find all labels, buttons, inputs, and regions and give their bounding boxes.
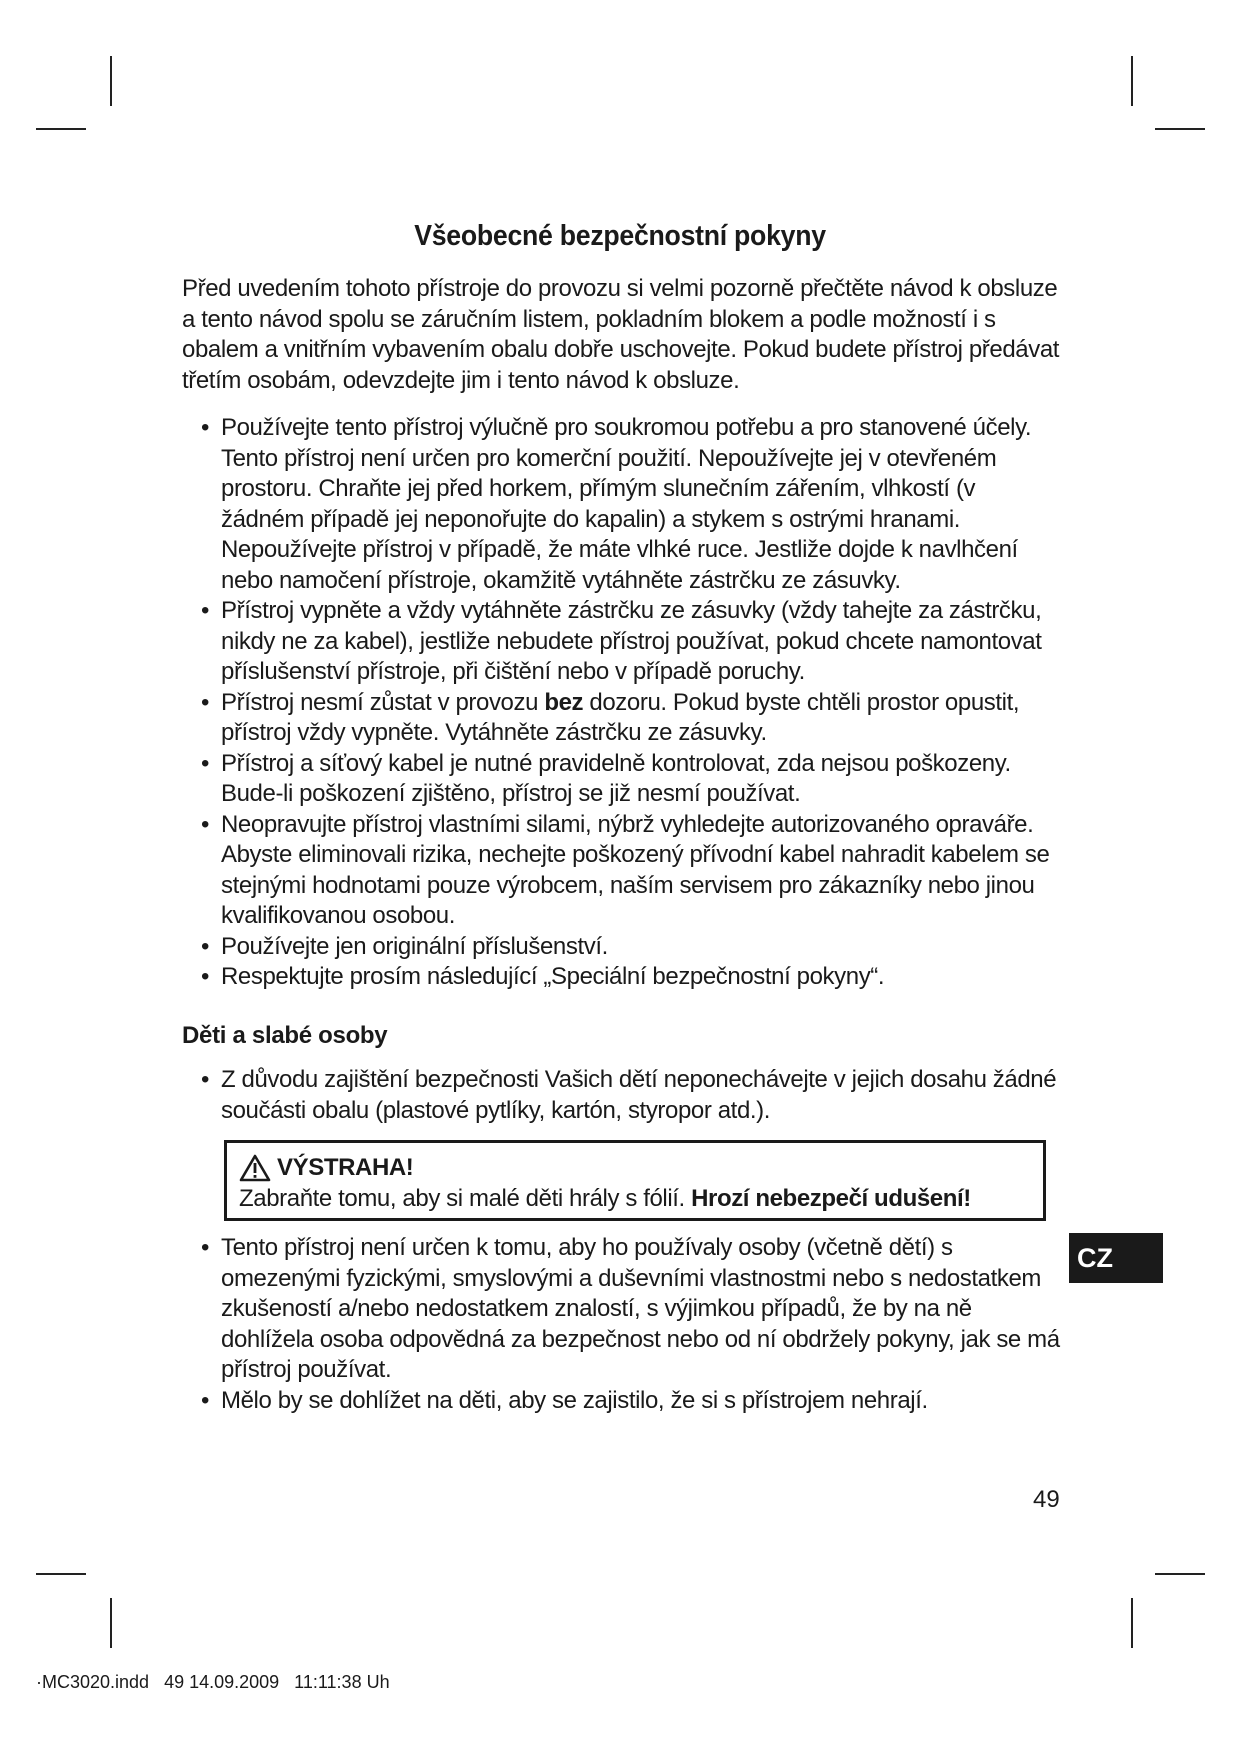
warning-emphasis: Hrozí nebezpečí udušení! [691,1184,971,1212]
list-item [182,749,1062,810]
list-item-text: Používejte jen originální příslušenství. [221,932,608,960]
warning-header [239,1153,1031,1184]
intro-paragraph: Před uvedením tohoto přístroje do provozu si velmi pozorně přečtěte návod k obsluze a tento návod spolu se záručním listem, pokladním blokem a podle možností i s obalem a vnitřním vybavením obalu dobře uschovejte. Pokud budete přístroj předávat třetím osobám, odevzdejte jim i tento návod k obsluze. [182,275,1060,394]
safety-list [182,413,1062,993]
children-list [182,1065,1062,1126]
list-item-text: Mělo by se dohlížet na děti, aby se zajistilo, že si s přístrojem nehrají. [221,1386,928,1414]
emphasis-text: bez [544,688,584,716]
list-item-text: Neopravujte přístroj vlastními silami, nýbrž vyhledejte autorizovaného opraváře. Abyste eliminovali rizika, nechejte poškozený přívodní kabel nahradit kabelem se stejnými hodnotami pouze výrobcem, naším servisem pro zákazníky nebo jinou kvalifikovanou osobou. [221,810,1050,929]
list-item-text: Z důvodu zajištění bezpečnosti Vašich dětí neponechávejte v jejich dosahu žádné součásti obalu (plastové pytlíky, kartón, styropor atd.). [221,1066,1057,1124]
list-item-text: Přístroj vypněte a vždy vytáhněte zástrčku ze zásuvky (vždy tahejte za zástrčku, nikdy ne za kabel), jestliže nebudete přístroj používat, pokud chcete namontovat příslušenství přístroje, při čištění nebo v případě poruchy. [221,597,1042,685]
list-item [182,413,1062,596]
language-tab: CZ [1069,1233,1163,1283]
warning-label: VÝSTRAHA! [277,1154,414,1181]
bullet-symbol: • [201,1386,210,1414]
warning-body: Zabraňte tomu, aby si malé děti hrály s fólií. [239,1184,692,1212]
bullet-symbol: • [201,1234,210,1261]
bullet-symbol: • [201,688,210,716]
main-content [182,274,1062,1416]
bullet-symbol: • [201,597,210,624]
list-item [182,688,1062,749]
children-list-continued [182,1233,1062,1416]
crop-mark [1131,1598,1133,1648]
warning-triangle-icon [239,1154,271,1182]
list-item-text: Přístroj a síťový kabel je nutné pravidelně kontrolovat, zda nejsou poškozeny. Bude-li poškození zjištěno, přístroj se již nesmí používat. [221,749,1011,807]
crop-mark [1131,56,1133,106]
crop-mark [1155,128,1205,130]
bullet-symbol: • [201,932,210,960]
crop-mark [36,1573,86,1575]
list-item [182,1065,1062,1126]
warning-text [239,1184,1031,1215]
list-item [182,932,1062,963]
bullet-symbol: • [201,749,210,777]
list-item-text: dozoru. Pokud byste chtěli prostor opustit, přístroj vždy vypněte. Vytáhněte zástrčku ze zásuvky. [221,688,1020,746]
bullet-symbol: • [201,810,210,838]
crop-mark [1155,1573,1205,1575]
print-footer: ·MC3020.indd 49 14.09.2009 11:11:38 Uh [36,1672,390,1692]
list-item-text: Přístroj nesmí zůstat v provozu [221,688,545,716]
page-number: 49 [1033,1486,1060,1513]
crop-mark [110,56,112,106]
list-item-text: Tento přístroj není určen k tomu, aby ho používaly osoby (včetně dětí) s omezenými fyzickými, smyslovými a duševními vlastnostmi nebo s nedostatkem zkušeností a/nebo nedostatkem znalostí, s výjimkou případů, že by na ně dohlížela osoba odpovědná za bezpečnost nebo od ní obdržely pokyny, jak se má přístroj používat. [221,1234,1060,1383]
list-item [182,962,1062,993]
list-item-text: Používejte tento přístroj výlučně pro soukromou potřebu a pro stanovené účely. Tento přístroj není určen pro komerční použití. Nepoužívejte jej v otevřeném prostoru. Chraňte jej před horkem, přímým slunečním zářením, vlhkostí (v žádném případě jej neponořujte do kapalin) a stykem s ostrými hranami. Nepoužívejte přístroj v případě, že máte vlhké ruce. Jestliže dojde k navlhčení nebo namočení přístroje, okamžitě vytáhněte zástrčku ze zásuvky. [221,414,1032,594]
bullet-symbol: • [201,963,210,990]
crop-mark [36,128,86,130]
list-item [182,810,1062,932]
page-title: Všeobecné bezpečnostní pokyny [414,220,826,252]
bullet-symbol: • [201,1066,210,1093]
bullet-symbol: • [201,414,210,441]
list-item-text: Respektujte prosím následující „Speciální bezpečnostní pokyny“. [221,963,885,990]
section-heading: Děti a slabé osoby [182,1021,388,1049]
list-item [182,596,1062,688]
warning-box [224,1140,1046,1221]
list-item [182,1386,1062,1417]
crop-mark [110,1598,112,1648]
list-item [182,1233,1062,1386]
